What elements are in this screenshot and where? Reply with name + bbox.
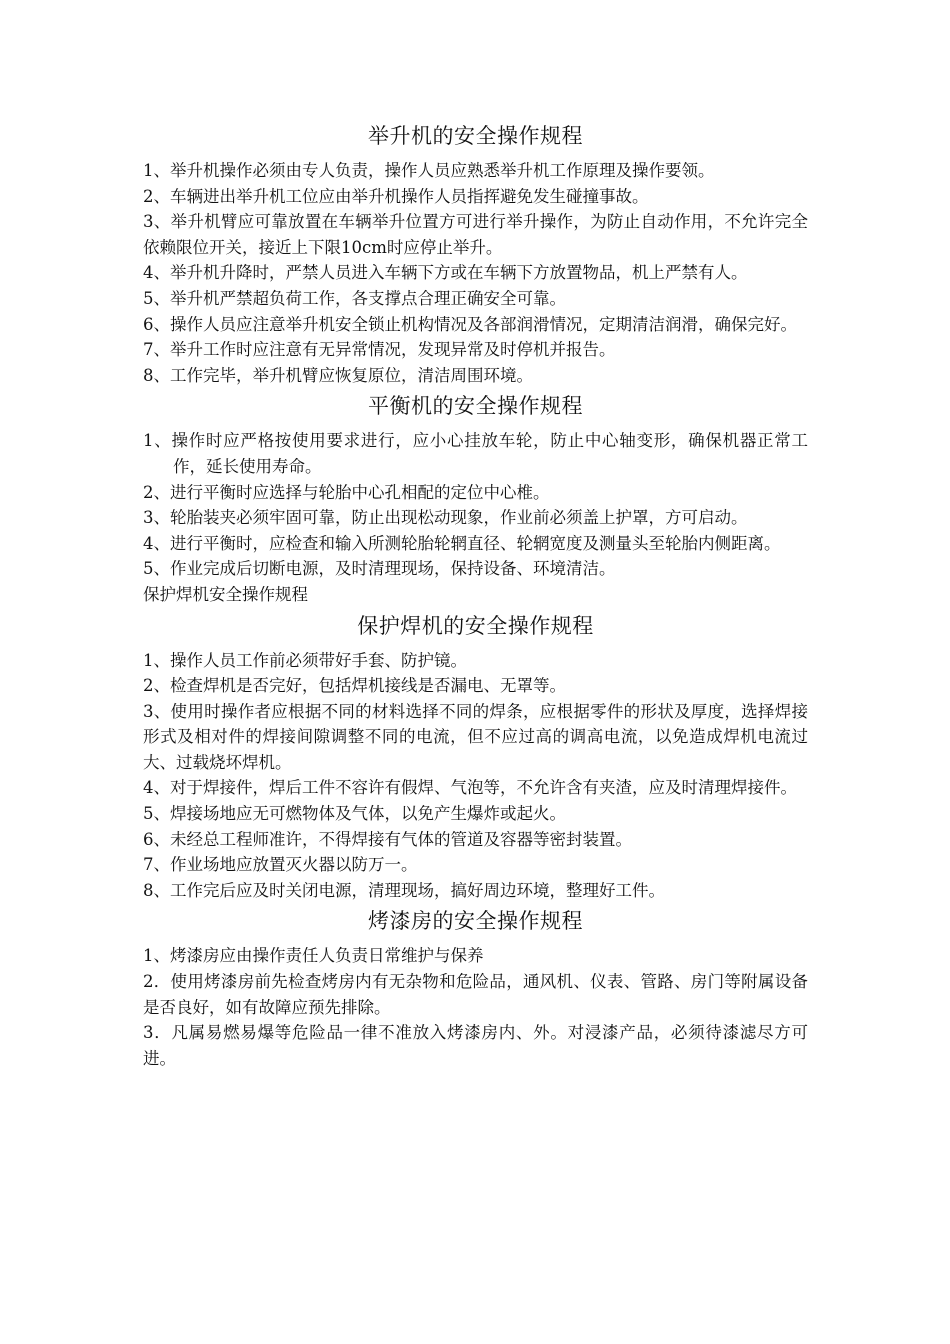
list-item: 5、焊接场地应无可燃物体及气体，以免产生爆炸或起火。 (143, 804, 566, 824)
plain-label: 保护焊机安全操作规程 (143, 584, 308, 604)
list-item: 4、举升机升降时，严禁人员进入车辆下方或在车辆下方放置物品，机上严禁有人。 (143, 263, 748, 283)
list-item: 5、作业完成后切断电源，及时清理现场，保持设备、环境清洁。 (143, 559, 616, 579)
list-item: 7、举升工作时应注意有无异常情况，发现异常及时停机并报告。 (143, 340, 616, 360)
section-welder (143, 608, 808, 904)
document-body (143, 118, 808, 1071)
list-item: 2、车辆进出举升机工位应由举升机操作人员指挥避免发生碰撞事故。 (143, 186, 649, 206)
list-item: 2．使用烤漆房前先检查烤房内有无杂物和危险品，通风机、仪表、管路、房门等附属设备是否良好，如有故障应预先排除。 (143, 972, 808, 1017)
list-item: 5、举升机严禁超负荷工作，各支撑点合理正确安全可靠。 (143, 288, 566, 308)
list-item: 8、工作完毕，举升机臂应恢复原位，清洁周围环境。 (143, 365, 533, 385)
list-item: 1、举升机操作必须由专人负责，操作人员应熟悉举升机工作原理及操作要领。 (143, 161, 715, 180)
section-title: 烤漆房的安全操作规程 (368, 909, 583, 934)
list-item: 3、使用时操作者应根据不同的材料选择不同的焊条，应根据零件的形状及厚度，选择焊接形式及相对件的焊接间隙调整不同的电流，但不应过高的调高电流，以免造成焊机电流过大、过载烧坏焊机。 (143, 701, 808, 772)
list-item: 1、操作时应严格按使用要求进行，应小心挂放车轮，防止中心轴变形，确保机器正常工作，延长使用寿命。 (143, 431, 808, 476)
section-lift (143, 118, 808, 388)
section-title: 举升机的安全操作规程 (368, 124, 583, 148)
section-paint-booth (143, 903, 808, 1071)
section-balancer (143, 388, 808, 607)
list-item: 3、轮胎装夹必须牢固可靠，防止出现松动现象，作业前必须盖上护罩，方可启动。 (143, 508, 748, 528)
list-item: 4、进行平衡时，应检查和输入所测轮胎轮辋直径、轮辋宽度及测量头至轮胎内侧距离。 (143, 533, 781, 553)
list-item: 1、操作人员工作前必须带好手套、防护镜。 (143, 650, 467, 670)
section-title: 平衡机的安全操作规程 (368, 394, 583, 419)
list-item: 3、举升机臂应可靠放置在车辆举升位置方可进行举升操作，为防止自动作用，不允许完全依赖限位开关，接近上下限10cm时应停止举升。 (143, 212, 808, 257)
list-item: 6、未经总工程师准许，不得焊接有气体的管道及容器等密封装置。 (143, 829, 632, 849)
section-title: 保护焊机的安全操作规程 (357, 613, 594, 638)
list-item: 8、工作完后应及时关闭电源，清理现场，搞好周边环境，整理好工件。 (143, 880, 665, 900)
list-item: 7、作业场地应放置灭火器以防万一。 (143, 855, 418, 875)
list-item: 3．凡属易燃易爆等危险品一律不准放入烤漆房内、外。对浸漆产品，必须待漆滤尽方可进。 (143, 1023, 808, 1068)
list-item: 4、对于焊接件，焊后工件不容许有假焊、气泡等，不允许含有夹渣，应及时清理焊接件。 (143, 778, 797, 798)
list-item: 2、检查焊机是否完好，包括焊机接线是否漏电、无罩等。 (143, 676, 566, 696)
list-item: 6、操作人员应注意举升机安全锁止机构情况及各部润滑情况，定期清洁润滑，确保完好。 (143, 314, 797, 334)
list-item: 1、烤漆房应由操作责任人负责日常维护与保养 (143, 946, 484, 966)
list-item: 2、进行平衡时应选择与轮胎中心孔相配的定位中心椎。 (143, 482, 550, 502)
